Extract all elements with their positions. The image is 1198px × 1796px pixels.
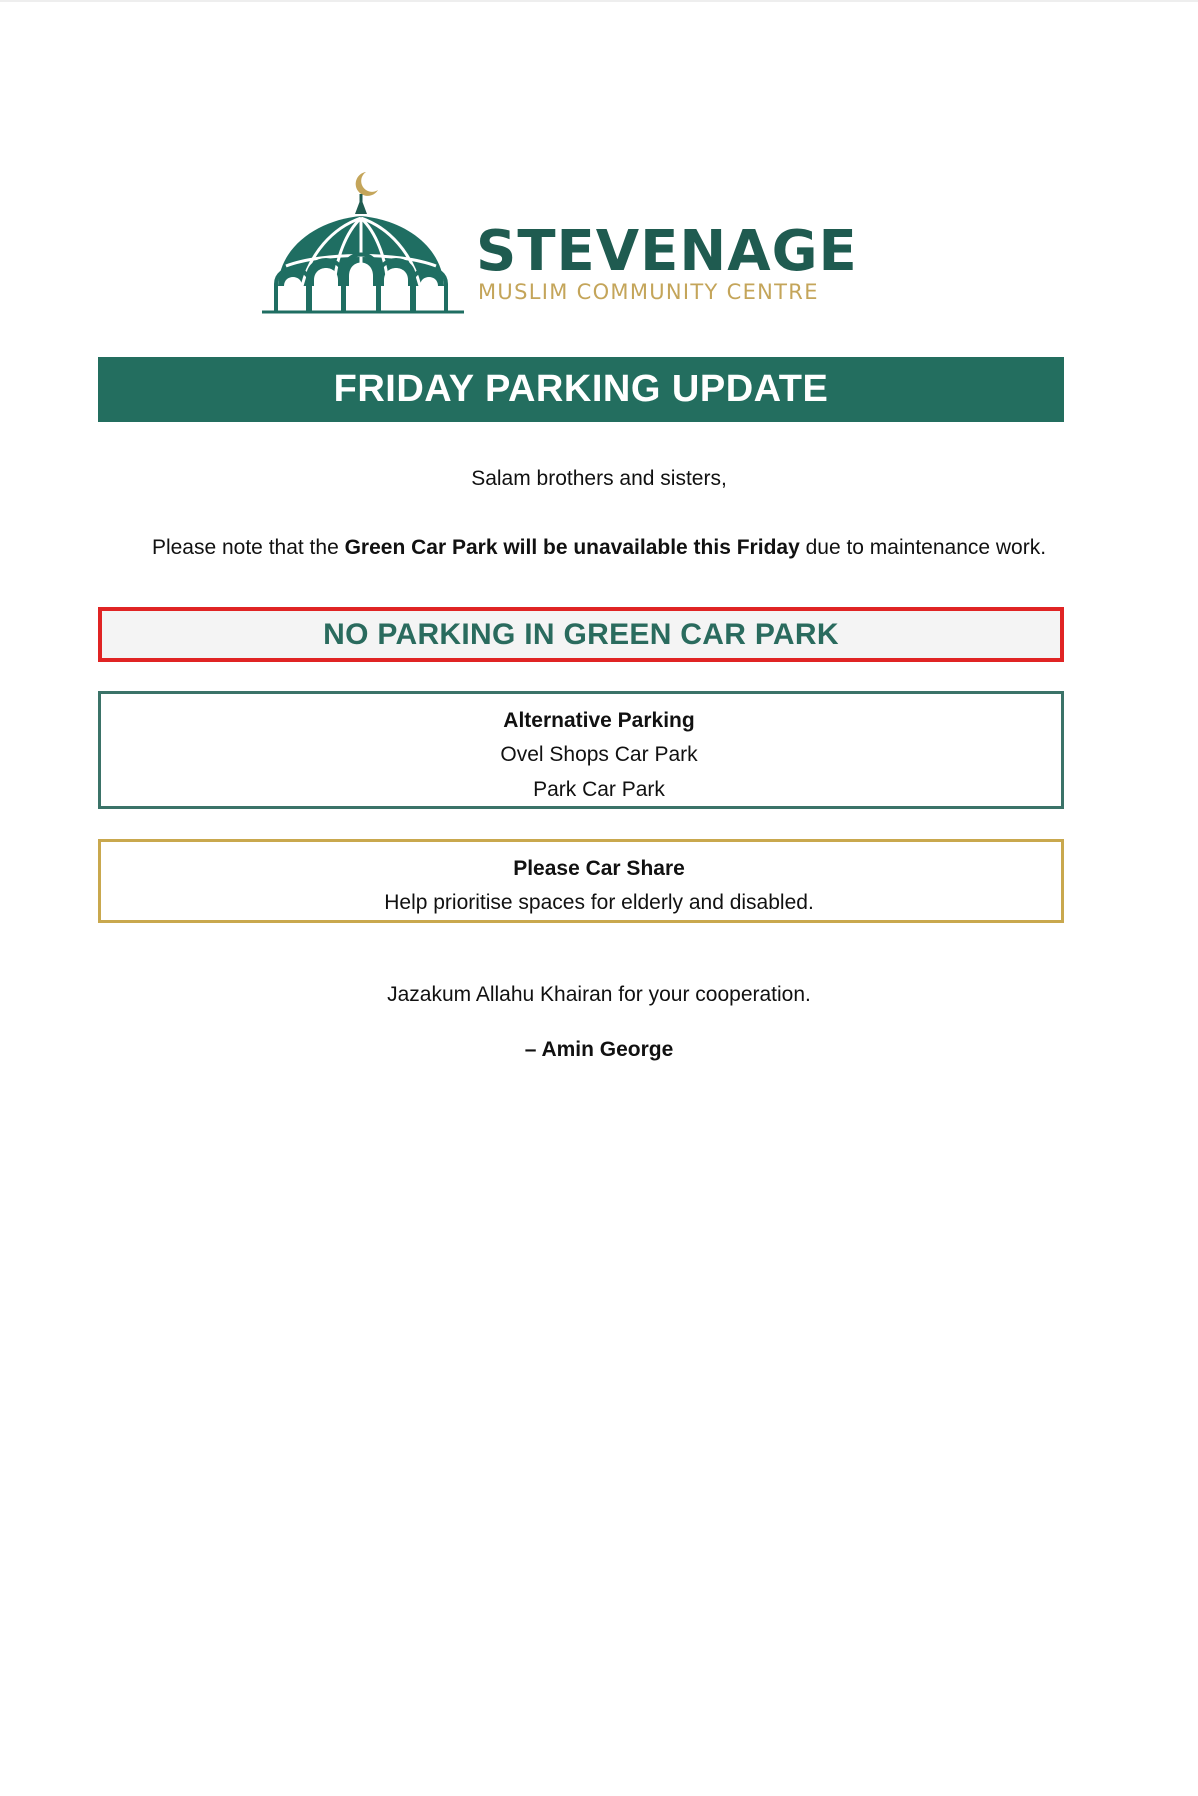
greeting-text: Salam brothers and sisters, bbox=[471, 467, 727, 490]
notice-text-start: Please note that the bbox=[151, 536, 345, 559]
notice-text-emphasis: Green Car Park will be unavailable this Friday bbox=[344, 536, 800, 559]
alternative-parking-item: Park Car Park bbox=[533, 778, 665, 801]
notice-text-end: due to maintenance work. bbox=[799, 536, 1047, 559]
alternative-parking-item: Ovel Shops Car Park bbox=[500, 743, 698, 766]
logo-subtitle: MUSLIM COMMUNITY CENTRE bbox=[478, 280, 819, 304]
logo-wordmark: STEVENAGE bbox=[476, 219, 858, 284]
no-parking-warning: NO PARKING IN GREEN CAR PARK bbox=[98, 607, 1064, 662]
closing-text: Jazakum Allahu Khairan for your cooperation. bbox=[387, 983, 811, 1006]
car-share-text: Help prioritise spaces for elderly and disabled. bbox=[384, 891, 814, 914]
mosque-dome-icon bbox=[262, 168, 464, 314]
page-title-banner: FRIDAY PARKING UPDATE bbox=[98, 357, 1064, 422]
notice-text bbox=[60, 535, 1138, 561]
centre-logo bbox=[262, 168, 862, 318]
signature: – Amin George bbox=[524, 1038, 674, 1061]
alternative-parking-title: Alternative Parking bbox=[503, 709, 695, 732]
car-share-title: Please Car Share bbox=[513, 857, 685, 880]
